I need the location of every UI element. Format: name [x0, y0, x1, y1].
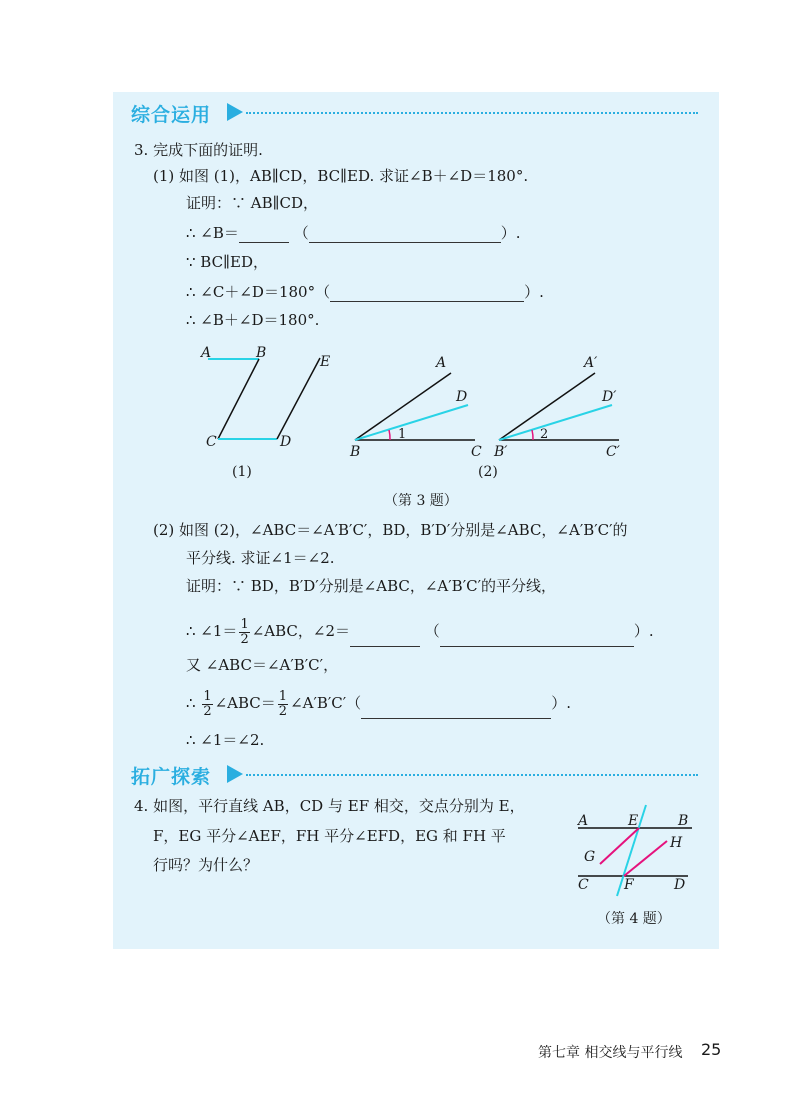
q3-part2-line4-post: ∠A′B′C′（ — [290, 694, 362, 712]
q3-figure-caption: （第 3 题） — [384, 493, 458, 509]
q3-part2-line4-mid: ∠ABC＝ — [214, 694, 276, 712]
therefore-symbol: ∴ — [186, 694, 201, 712]
q4-figure-caption: （第 4 题） — [597, 911, 671, 927]
q3-part1-line2-text: ∴ ∠B＝ — [186, 224, 239, 242]
label-b2: B — [350, 444, 361, 460]
label-c: C — [578, 877, 589, 893]
section-arrow-icon — [227, 765, 243, 783]
paren-close: ）. — [551, 694, 571, 712]
label-h: H — [670, 835, 683, 851]
q3-part2-line2 — [186, 616, 654, 647]
bisector-b-prime-d-prime — [499, 405, 612, 440]
q3-part2-line4 — [186, 688, 571, 719]
fraction-denominator: 2 — [278, 703, 288, 719]
q3-figure — [0, 0, 800, 520]
reason-blank[interactable] — [361, 702, 551, 719]
paren-open: （ — [293, 224, 309, 242]
bisector-fh — [624, 841, 667, 876]
section-title-extension: 拓广探索 — [131, 766, 212, 788]
q3-part1-stem: (1) 如图 (1)，AB∥CD，BC∥ED. 求证∠B＋∠D＝180°. — [153, 167, 529, 185]
q3-part2-line1: 证明：∵ BD，B′D′分别是∠ABC，∠A′B′C′的平分线， — [186, 577, 556, 595]
fraction-half — [278, 690, 288, 719]
fraction-half — [202, 690, 212, 719]
label-b: B — [256, 345, 267, 361]
label-g: G — [584, 849, 596, 865]
label-f: F — [624, 877, 634, 893]
q3-part1-line5: ∴ ∠B＋∠D＝180°. — [186, 311, 320, 329]
q3-part2-line2-mid: ∠ABC，∠2＝ — [251, 622, 351, 640]
label-b-prime: B′ — [494, 444, 508, 460]
label-d-prime: D′ — [602, 389, 617, 405]
segment-de — [277, 358, 320, 439]
q3-part2-line3: 又 ∠ABC＝∠A′B′C′， — [186, 656, 339, 674]
chapter-footer: 第七章 相交线与平行线 — [538, 1045, 683, 1061]
label-d: D — [674, 877, 686, 893]
q3-heading: 3. 完成下面的证明. — [134, 141, 263, 159]
q4-line1: 4. 如图，平行直线 AB，CD 与 EF 相交，交点分别为 E， — [134, 797, 525, 815]
q3-part2-line5: ∴ ∠1＝∠2. — [186, 731, 265, 749]
angle-1-arc — [389, 430, 390, 440]
label-a-prime: A′ — [584, 355, 598, 371]
paren-close: ）. — [524, 283, 544, 301]
fraction-denominator: 2 — [203, 703, 212, 719]
label-e: E — [628, 813, 639, 829]
fraction-numerator: 1 — [240, 616, 249, 632]
bisector-bd — [355, 405, 468, 440]
fraction-denominator: 2 — [240, 631, 249, 647]
q3-part2-stem-line2: 平分线. 求证∠1＝∠2. — [186, 549, 335, 567]
angle-2-label: 2 — [540, 427, 549, 442]
q3-part2-line2-text: ∴ ∠1＝ — [186, 622, 238, 640]
angle-2-arc — [532, 430, 533, 440]
q4-line2: F，EG 平分∠AEF，FH 平分∠EFD，EG 和 FH 平 — [153, 827, 506, 845]
q4-line3: 行吗？为什么？ — [153, 856, 259, 874]
paren-close: ）. — [633, 622, 654, 640]
label-d2: D — [456, 389, 468, 405]
q3-part2-stem-line1: (2) 如图 (2)，∠ABC＝∠A′B′C′，BD，B′D′分别是∠ABC，∠A′B′C′的 — [153, 521, 628, 539]
fraction-numerator: 1 — [203, 688, 212, 704]
page-number: 25 — [701, 1040, 722, 1059]
q3-part1-line1: 证明：∵ AB∥CD， — [186, 194, 319, 212]
label-a2: A — [436, 355, 447, 371]
label-a: A — [578, 813, 589, 829]
reason-blank[interactable] — [440, 630, 634, 647]
section-title-applications: 综合运用 — [131, 104, 212, 126]
fraction-numerator: 1 — [278, 688, 288, 704]
section-divider — [246, 774, 698, 776]
label-d: D — [280, 434, 292, 450]
q4-figure — [560, 800, 700, 910]
label-a: A — [201, 345, 212, 361]
subfigure-2-caption: (2) — [478, 464, 498, 480]
subfigure-1-caption: (1) — [232, 464, 252, 480]
q3-part1-line4-text: ∴ ∠C＋∠D＝180°（ — [186, 283, 331, 301]
angle-1-label: 1 — [398, 427, 407, 442]
segment-bc — [218, 359, 259, 439]
label-c: C — [206, 434, 217, 450]
q3-part1-line3: ∵ BC∥ED， — [186, 253, 268, 271]
fraction-half — [239, 618, 249, 647]
label-c-prime: C′ — [606, 444, 620, 460]
paren-open: （ — [424, 622, 440, 640]
label-c2: C — [471, 444, 482, 460]
paren-close: ）. — [500, 224, 521, 242]
label-b: B — [678, 813, 689, 829]
label-e: E — [320, 354, 331, 370]
answer-blank[interactable] — [350, 630, 420, 647]
